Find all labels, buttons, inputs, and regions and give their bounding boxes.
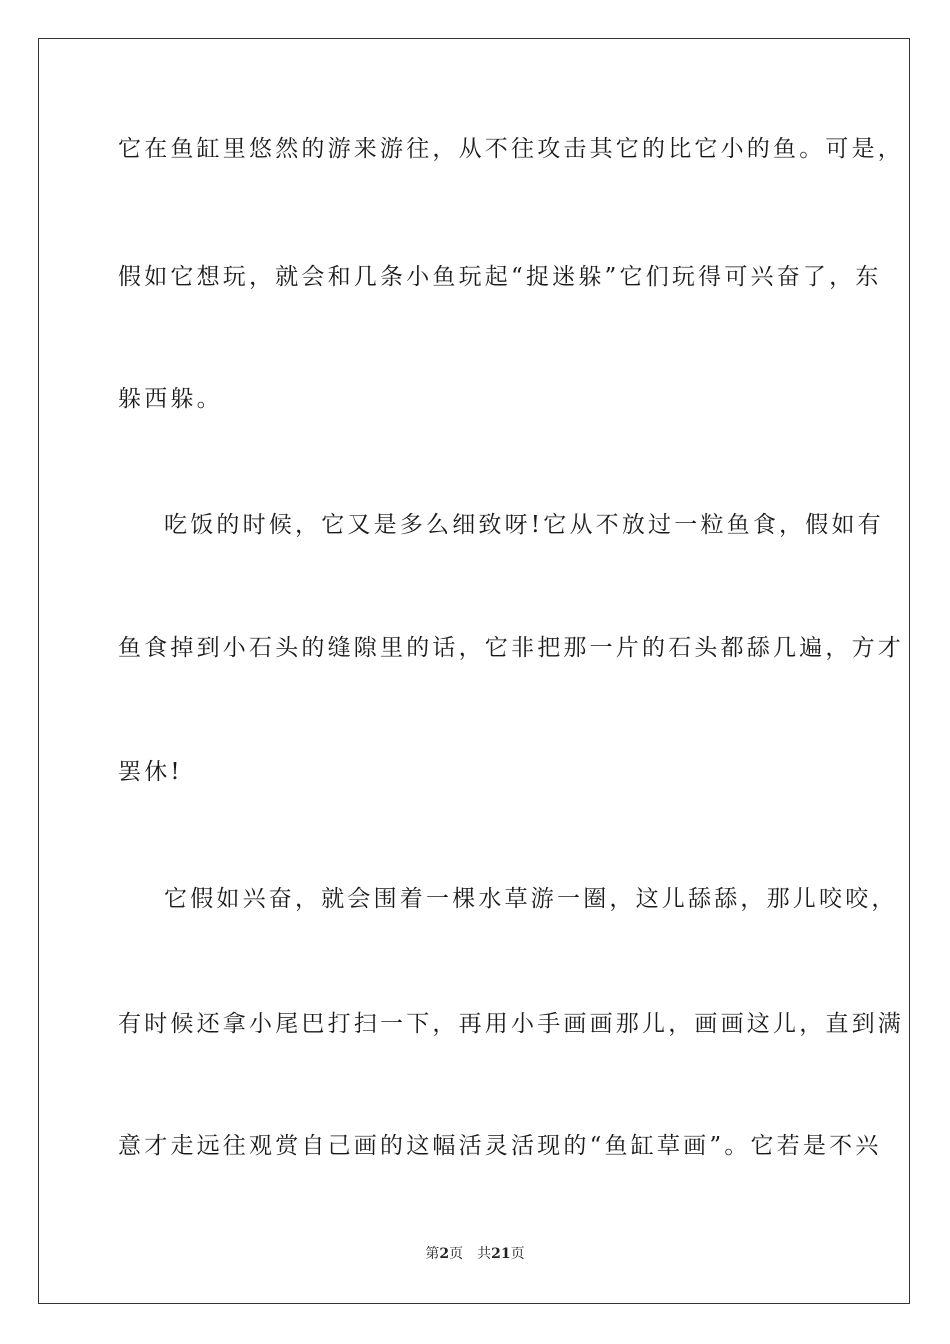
- text-line: 它在鱼缸里悠然的游来游往，从不往攻击其它的比它小的鱼。可是，: [118, 136, 904, 162]
- page-footer: [0, 1244, 950, 1264]
- page-label-prefix: 第: [425, 1246, 440, 1262]
- page-number: 2: [439, 1246, 450, 1262]
- text-line: 罢休!: [118, 759, 183, 785]
- total-label-prefix: 共: [477, 1246, 492, 1262]
- page-label-suffix: 页: [449, 1246, 464, 1262]
- page-border: [38, 38, 910, 1304]
- text-line: 鱼食掉到小石头的缝隙里的话，它非把那一片的石头都舔几遍，方才: [118, 635, 904, 661]
- paragraph-start-line: 吃饭的时候，它又是多么细致呀!它从不放过一粒鱼食，假如有: [164, 512, 884, 538]
- text-line: 假如它想玩，就会和几条小鱼玩起“捉迷躲”它们玩得可兴奋了，东: [118, 264, 882, 290]
- text-line: 躲西躲。: [118, 386, 223, 412]
- total-label-suffix: 页: [510, 1246, 525, 1262]
- paragraph-start-line: 它假如兴奋，就会围着一棵水草游一圈，这儿舔舔，那儿咬咬，: [164, 886, 898, 912]
- text-line: 意才走远往观赏自己画的这幅活灵活现的“鱼缸草画”。它若是不兴: [118, 1133, 882, 1159]
- total-pages: 21: [491, 1246, 511, 1262]
- text-line: 有时候还拿小尾巴打扫一下，再用小手画画那儿，画画这儿，直到满: [118, 1011, 904, 1037]
